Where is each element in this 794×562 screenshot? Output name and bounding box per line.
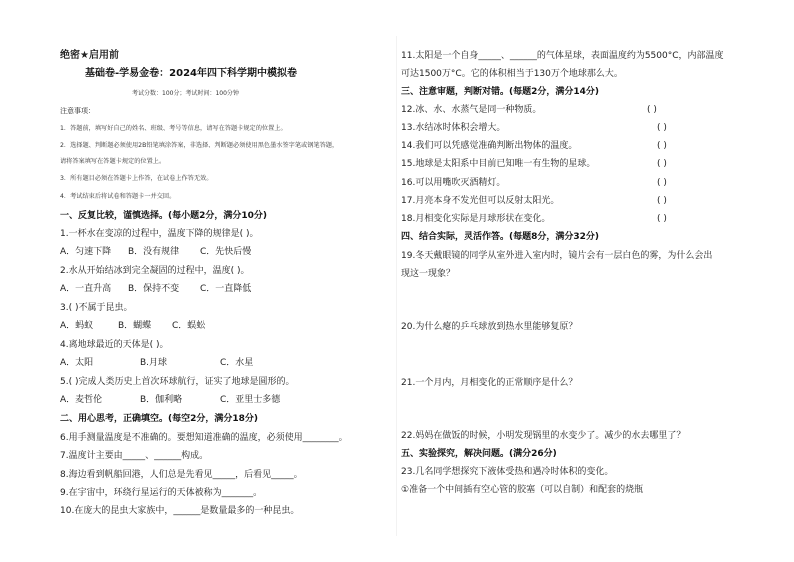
question-1: 1.一杯水在变凉的过程中，温度下降的规律是( )。: [60, 229, 259, 239]
column-divider: [396, 36, 397, 536]
answer-parentheses: ( ): [657, 196, 667, 206]
section-5-heading: 五、实验探究，解决问题。(满分26分): [401, 449, 557, 459]
answer-parentheses: ( ): [657, 178, 667, 188]
section-1-heading: 一、反复比较，谨慎选择。(每小题2分，满分10分): [60, 211, 268, 221]
question-23-step-1: ①准备一个中间插有空心管的胶塞（可以自制）和配套的烧瓶: [401, 485, 644, 495]
judge-question: 14.我们可以凭感觉准确判断出物体的温度。: [401, 141, 578, 151]
exam-meta: 考试分数：100分；考试时间：100分钟: [132, 90, 239, 97]
question-2: 2.水从开始结冰到完全凝固的过程中，温度( )。: [60, 266, 250, 276]
question-19-line-1: 19.冬天戴眼镜的同学从室外进入室内时，镜片会有一层白色的雾，为什么会出: [401, 251, 713, 261]
question-19-line-2: 现这一现象？: [401, 269, 456, 279]
question-5: 5.( )完成人类历史上首次环球航行，证实了地球是圆形的。: [60, 377, 295, 387]
option-a: A．太阳: [60, 358, 94, 368]
question-21: 21.一个月内，月相变化的正常顺序是什么？: [401, 378, 578, 388]
question-9: 9.在宇宙中，环绕行星运行的天体被称为_______。: [60, 488, 263, 498]
judge-question: 16.可以用嘴吹灭酒精灯。: [401, 178, 506, 188]
option-c: C．亚里士多德: [220, 395, 281, 405]
question-4: 4.离地球最近的天体是( )。: [60, 340, 169, 350]
answer-parentheses: ( ): [657, 159, 667, 169]
question-22: 22.妈妈在做饭的时候，小明发现锅里的水变少了。减少的水去哪里了？: [401, 431, 686, 441]
question-3: 3.( )不属于昆虫。: [60, 303, 133, 313]
question-6: 6.用手测量温度是不准确的。要想知道准确的温度，必须使用________。: [60, 433, 348, 443]
answer-parentheses: ( ): [647, 105, 657, 115]
section-4-heading: 四、结合实际，灵活作答。(每题8分，满分32分): [401, 232, 600, 242]
answer-parentheses: ( ): [657, 123, 667, 133]
option-c: C．先快后慢: [200, 247, 252, 257]
notes-heading: 注意事项：: [60, 107, 95, 115]
section-3-heading: 三、注意审题，判断对错。(每题2分，满分14分): [401, 87, 600, 97]
judge-question: 18.月相变化实际是月球形状在变化。: [401, 214, 551, 224]
option-a: A．一直升高: [60, 284, 112, 294]
option-a: A．匀速下降: [60, 247, 112, 257]
option-c: C．蜈蚣: [172, 321, 206, 331]
option-b: B．保持不变: [128, 284, 180, 294]
judge-question: 15.地球是太阳系中目前已知唯一有生物的星球。: [401, 159, 596, 169]
question-8: 8.海边看到帆船回港，人们总是先看见_____，后看见_____。: [60, 470, 303, 480]
section-2-heading: 二、用心思考，正确填空。(每空2分，满分18分): [60, 414, 259, 424]
option-b: B．蝴蝶: [118, 321, 152, 331]
note-item: 2．选择题、判断题必须使用2B铅笔填涂答案，非选择、判断题必须使用黑色墨水签字笔或钢笔答题，: [60, 142, 339, 149]
answer-parentheses: ( ): [657, 214, 667, 224]
note-item: 4．考试结束后将试卷和答题卡一并交回。: [60, 193, 176, 200]
option-b: B．没有规律: [128, 247, 180, 257]
answer-parentheses: ( ): [657, 141, 667, 151]
judge-question: 13.水结冰时体积会增大。: [401, 123, 506, 133]
note-item: 请将答案填写在答题卡规定的位置上。: [60, 158, 166, 165]
note-item: 3．所有题目必须在答题卡上作答，在试卷上作答无效。: [60, 175, 213, 182]
option-c: C．一直降低: [200, 284, 252, 294]
question-11-line-1: 11.太阳是一个自身_____、______的气体星球，表面温度约为5500°C，内部温度: [401, 51, 724, 61]
question-10: 10.在庞大的昆虫大家族中，______是数量最多的一种昆虫。: [60, 506, 300, 516]
question-7: 7.温度计主要由_____、______构成。: [60, 451, 209, 461]
option-b: B．伽利略: [140, 395, 183, 405]
option-a: A．麦哲伦: [60, 395, 103, 405]
confidential-mark: 绝密★启用前: [60, 50, 119, 61]
exam-title: 基础卷-学易金卷：2024年四下科学期中模拟卷: [85, 68, 297, 79]
option-c: C．水星: [220, 358, 254, 368]
question-23: 23.几名同学想探究下液体受热和遇冷时体积的变化。: [401, 467, 614, 477]
judge-question: 17.月亮本身不发光但可以反射太阳光。: [401, 196, 560, 206]
judge-question: 12.冰、水、水蒸气是同一种物质。: [401, 105, 542, 115]
question-20: 20.为什么瘪的乒乓球放到热水里能够复原？: [401, 322, 578, 332]
option-a: A．蚂蚁: [60, 321, 94, 331]
note-item: 1．答题前，填写好自己的姓名、班级、考号等信息，请写在答题卡规定的位置上。: [60, 125, 287, 132]
option-b: B.月球: [140, 358, 168, 368]
question-11-line-2: 可达1500万°C。它的体积相当于130万个地球那么大。: [401, 69, 623, 79]
